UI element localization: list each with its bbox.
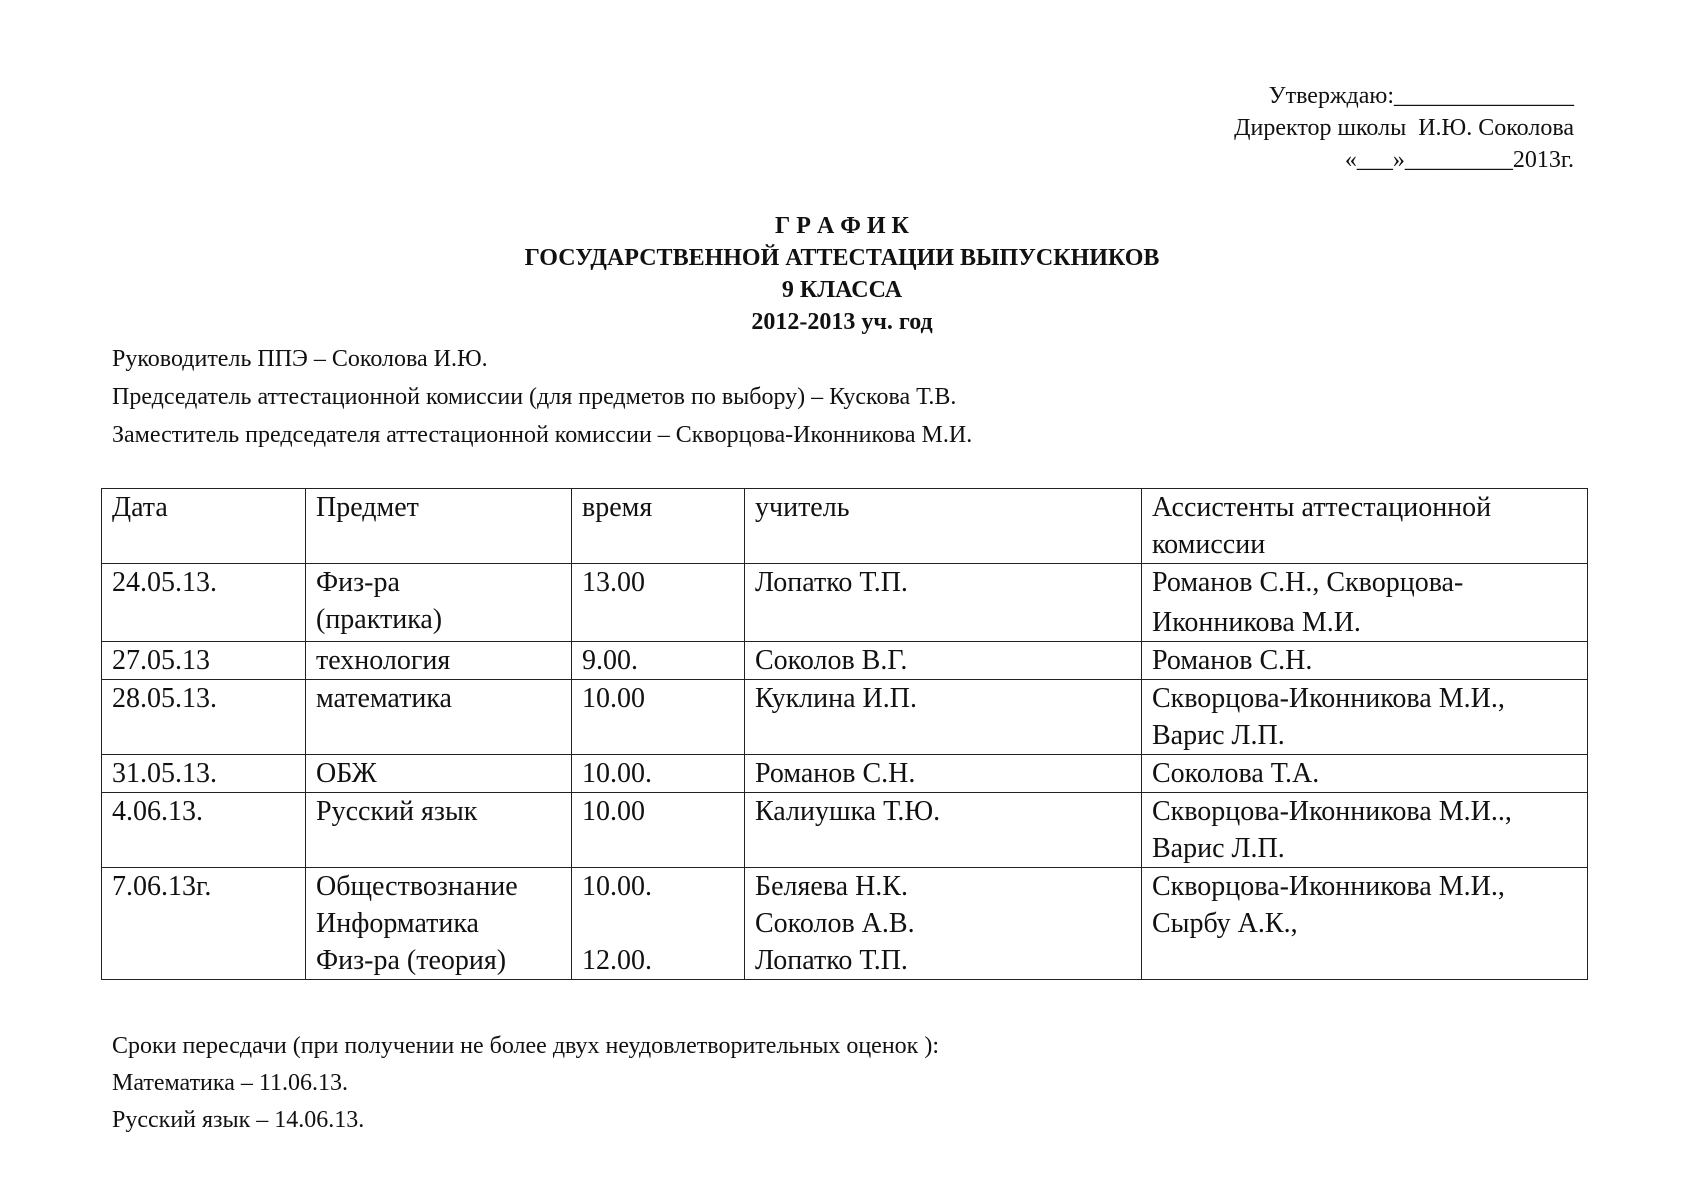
- title-year: 2012-2013 уч. год: [751, 309, 933, 335]
- cell-time: 10.00.: [572, 755, 745, 793]
- cell-subject: Русский язык: [306, 793, 572, 868]
- cell-teacher: Лопатко Т.П.: [745, 564, 1142, 642]
- header-date: Дата: [102, 489, 306, 564]
- cell-assistants: Романов С.Н., Скворцова- Иконникова М.И.: [1142, 564, 1588, 642]
- table-row: [102, 564, 1588, 642]
- approval-date-line: «___»_________2013г.: [1344, 147, 1574, 173]
- cell-teacher: Куклина И.П.: [745, 680, 1142, 755]
- approval-block: [1234, 80, 1574, 176]
- cell-teacher: Соколов В.Г.: [745, 642, 1142, 680]
- header-teacher: учитель: [745, 489, 1142, 564]
- cell-subject: Физ-ра (практика): [306, 564, 572, 642]
- cell-subject: технология: [306, 642, 572, 680]
- commission-chair: Председатель аттестационной комиссии (для предметов по выбору) – Кускова Т.В.: [112, 384, 957, 410]
- title-word: Г Р А Ф И К: [775, 213, 909, 239]
- table-row: [102, 868, 1588, 980]
- approval-line: Утверждаю:_______________: [1268, 83, 1574, 109]
- title-subject: ГОСУДАРСТВЕННОЙ АТТЕСТАЦИИ ВЫПУСКНИКОВ: [524, 245, 1160, 271]
- commission-deputy: Заместитель председателя аттестационной комиссии – Скворцова-Иконникова М.И.: [112, 422, 973, 448]
- cell-time: 10.00. 12.00.: [572, 868, 745, 980]
- table-row: [102, 793, 1588, 868]
- cell-date: 27.05.13: [102, 642, 306, 680]
- document-title: [0, 210, 1684, 338]
- header-assistants-line: комиссии: [1152, 529, 1266, 560]
- cell-assistants: Скворцова-Иконникова М.И.., Варис Л.П.: [1142, 793, 1588, 868]
- header-assistants: [1142, 489, 1588, 564]
- cell-assistants: Скворцова-Иконникова М.И., Сырбу А.К.,: [1142, 868, 1588, 980]
- cell-time: 10.00: [572, 793, 745, 868]
- cell-assistants: Романов С.Н.: [1142, 642, 1588, 680]
- cell-subject: Обществознание Информатика Физ-ра (теория): [306, 868, 572, 980]
- cell-date: 7.06.13г.: [102, 868, 306, 980]
- ppe-head: Руководитель ППЭ – Соколова И.Ю.: [112, 346, 488, 372]
- cell-subject: математика: [306, 680, 572, 755]
- cell-date: 24.05.13.: [102, 564, 306, 642]
- retake-section: [112, 1028, 939, 1139]
- cell-teacher: Романов С.Н.: [745, 755, 1142, 793]
- retake-russian: Русский язык – 14.06.13.: [112, 1107, 365, 1133]
- cell-time: 9.00.: [572, 642, 745, 680]
- cell-assistants: Скворцова-Иконникова М.И., Варис Л.П.: [1142, 680, 1588, 755]
- cell-teacher: Беляева Н.К. Соколов А.В. Лопатко Т.П.: [745, 868, 1142, 980]
- table-row: [102, 680, 1588, 755]
- table-header-row: [102, 489, 1588, 564]
- cell-subject: ОБЖ: [306, 755, 572, 793]
- cell-date: 31.05.13.: [102, 755, 306, 793]
- schedule-table: [101, 488, 1588, 980]
- header-assistants-line: Ассистенты аттестационной: [1152, 492, 1492, 523]
- title-grade: 9 КЛАССА: [781, 277, 903, 303]
- cell-date: 4.06.13.: [102, 793, 306, 868]
- table-row: [102, 755, 1588, 793]
- cell-time: 13.00: [572, 564, 745, 642]
- cell-teacher: Калиушка Т.Ю.: [745, 793, 1142, 868]
- director-line: Директор школы И.Ю. Соколова: [1234, 115, 1574, 141]
- header-time: время: [572, 489, 745, 564]
- retake-intro: Сроки пересдачи (при получении не более двух неудовлетворительных оценок ):: [112, 1033, 939, 1059]
- cell-date: 28.05.13.: [102, 680, 306, 755]
- responsible-persons: [112, 340, 972, 454]
- cell-assistants: Соколова Т.А.: [1142, 755, 1588, 793]
- table-row: [102, 642, 1588, 680]
- header-subject: Предмет: [306, 489, 572, 564]
- cell-time: 10.00: [572, 680, 745, 755]
- retake-math: Математика – 11.06.13.: [112, 1070, 348, 1096]
